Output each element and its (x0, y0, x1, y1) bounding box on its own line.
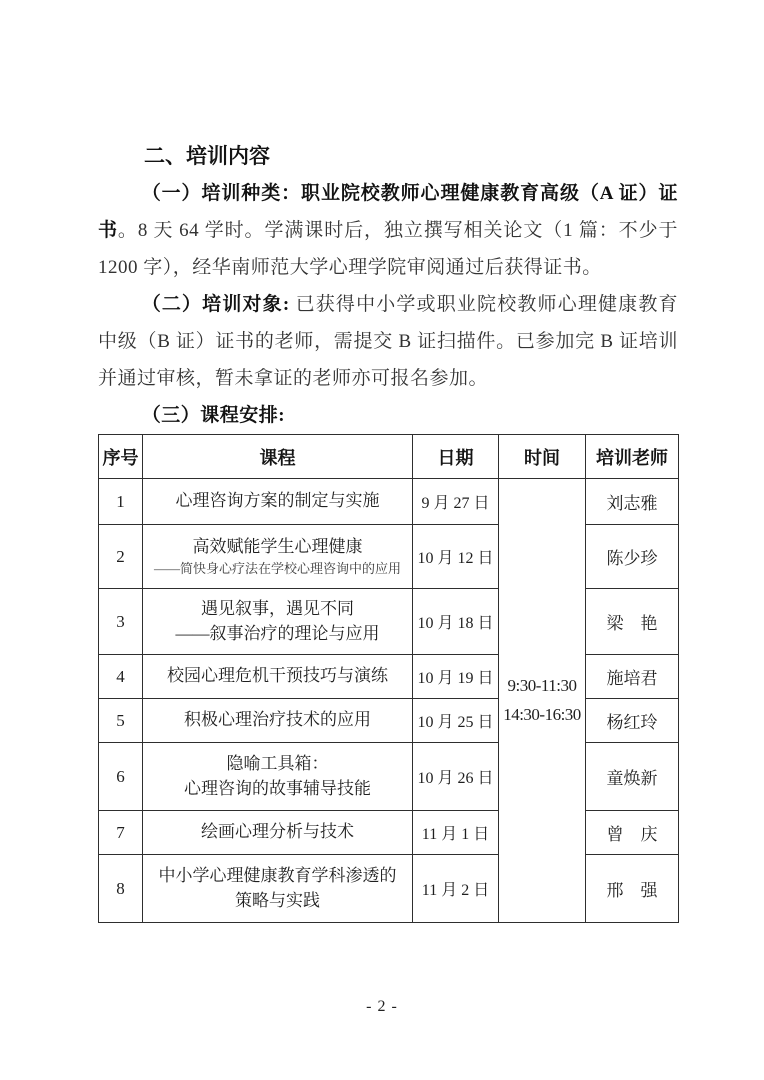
course-line: ——简快身心疗法在学校心理咨询中的应用 (153, 560, 401, 576)
row-number-cell: 5 (99, 699, 143, 743)
date-cell: 10 月 12 日 (413, 525, 499, 589)
teacher-cell: 陈少珍 (586, 525, 679, 589)
paragraph-training-type (98, 175, 678, 286)
column-header-number: 序号 (99, 435, 143, 479)
table-header-row (99, 435, 679, 479)
para3-lead: （三）课程安排: (141, 405, 286, 426)
row-number-cell: 8 (99, 855, 143, 923)
course-cell (143, 743, 413, 811)
table-row (99, 811, 679, 855)
course-cell (143, 855, 413, 923)
para1-body-text: 。8 天 64 学时。学满课时后，独立撰写相关论文（1 篇：不少于 1200 字），经华南师范大学心理学院审阅通过后获得证书。 (98, 220, 678, 278)
teacher-cell: 曾 庆 (586, 811, 679, 855)
para1-lead: （一）培训种类： (141, 183, 302, 204)
teacher-cell: 梁 艳 (586, 589, 679, 655)
date-cell: 10 月 26 日 (413, 743, 499, 811)
column-header-teacher: 培训老师 (586, 435, 679, 479)
course-line: 中小学心理健康教育学科渗透的 (158, 865, 397, 885)
column-header-date: 日期 (413, 435, 499, 479)
course-line: 隐喻工具箱： (226, 753, 329, 773)
course-line: 高效赋能学生心理健康 (192, 537, 363, 557)
course-line: 绘画心理分析与技术 (201, 822, 354, 842)
course-schedule-table (98, 434, 679, 923)
date-cell: 11 月 2 日 (413, 855, 499, 923)
teacher-cell: 施培君 (586, 655, 679, 699)
date-cell: 10 月 19 日 (413, 655, 499, 699)
course-cell (143, 525, 413, 589)
table-row (99, 479, 679, 525)
para1-bold-text: 职业院校教师心理健康教育高级（A 证）证书 (98, 183, 678, 241)
date-cell: 9 月 27 日 (413, 479, 499, 525)
row-number-cell: 7 (99, 811, 143, 855)
course-cell (143, 655, 413, 699)
course-line: 心理咨询方案的制定与实施 (175, 491, 380, 511)
table-row (99, 589, 679, 655)
teacher-cell: 刘志雅 (586, 479, 679, 525)
course-line: ——叙事治疗的理论与应用 (175, 623, 380, 643)
column-header-course: 课程 (143, 435, 413, 479)
section-heading: 二、培训内容 (144, 144, 270, 168)
course-line: 积极心理治疗技术的应用 (184, 710, 371, 730)
row-number-cell: 6 (99, 743, 143, 811)
row-number-cell: 2 (99, 525, 143, 589)
column-header-time: 时间 (499, 435, 586, 479)
time-merged-cell (499, 479, 586, 923)
course-line: 遇见叙事，遇见不同 (201, 598, 354, 618)
course-cell (143, 589, 413, 655)
para2-lead: （二）培训对象: (141, 294, 296, 315)
table-row (99, 655, 679, 699)
date-cell: 11 月 1 日 (413, 811, 499, 855)
page-number: - 2 - (366, 998, 398, 1015)
teacher-cell: 童焕新 (586, 743, 679, 811)
row-number-cell: 1 (99, 479, 143, 525)
time-range: 14:30-16:30 (503, 704, 581, 724)
date-cell: 10 月 18 日 (413, 589, 499, 655)
course-cell (143, 699, 413, 743)
course-line: 策略与实践 (235, 890, 320, 910)
para2-body-text: 已获得中小学或职业院校教师心理健康教育中级（B 证）证书的老师，需提交 B 证扫描件。已参加完 B 证培训并通过审核，暂未拿证的老师亦可报名参加。 (98, 294, 679, 389)
teacher-cell: 邢 强 (586, 855, 679, 923)
row-number-cell: 4 (99, 655, 143, 699)
course-line: 心理咨询的故事辅导技能 (184, 778, 371, 798)
paragraph-course-schedule-label (98, 397, 678, 434)
page-content (98, 138, 678, 923)
course-cell (143, 479, 413, 525)
table-row (99, 525, 679, 589)
row-number-cell: 3 (99, 589, 143, 655)
table-row (99, 855, 679, 923)
table-row (99, 699, 679, 743)
table-row (99, 743, 679, 811)
paragraph-training-target (98, 286, 678, 397)
date-cell: 10 月 25 日 (413, 699, 499, 743)
time-range: 9:30-11:30 (507, 675, 577, 695)
course-cell (143, 811, 413, 855)
course-line: 校园心理危机干预技巧与演练 (167, 666, 388, 686)
teacher-cell: 杨红玲 (586, 699, 679, 743)
